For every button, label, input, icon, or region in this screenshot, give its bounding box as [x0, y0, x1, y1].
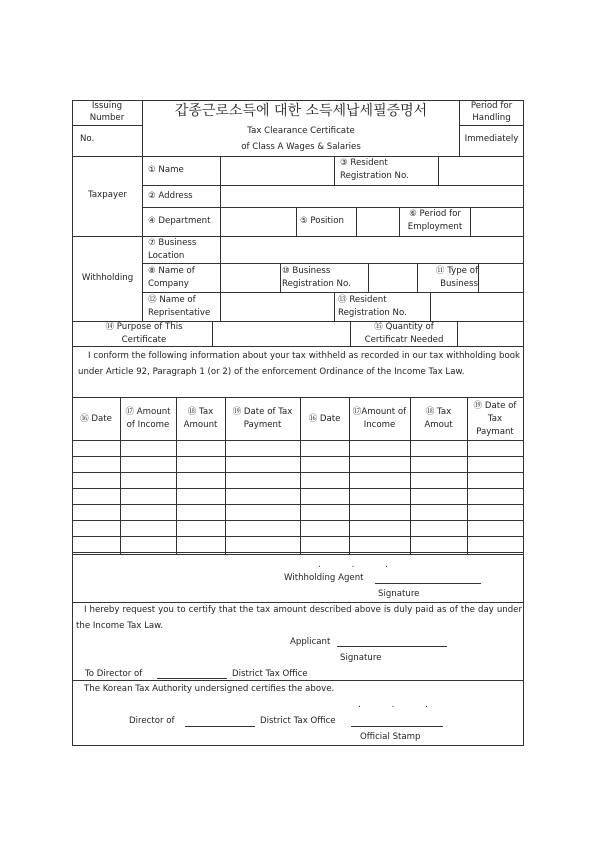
director-name-field[interactable] — [157, 678, 227, 679]
business-location-label: ⑦ Business Location — [148, 238, 197, 261]
table-header-cell: ⑲ Date of Tax Payment — [232, 407, 293, 430]
table-row — [72, 520, 524, 536]
line — [72, 125, 142, 126]
table-header-cell: ⑲ Date of Tax Paymant — [473, 400, 517, 437]
line — [457, 321, 458, 346]
table-row — [72, 472, 524, 488]
period-employment-label: ⑥ Period for Employment — [407, 209, 463, 232]
page-title: 갑종근로소득에 대한 소득세납세필증명서 — [174, 103, 428, 119]
table-row — [72, 504, 524, 520]
period-for-handling-label: Period for Handling — [470, 101, 513, 123]
position-label: ⑤ Position — [300, 216, 344, 226]
agent-date-dots: . . . — [318, 560, 402, 570]
line — [350, 321, 351, 346]
type-of-business-label: ⑪ Type of Business — [435, 266, 478, 289]
period-value: Immediately — [464, 134, 519, 144]
quantity-needed-label: ⑮ Quantity of Certificatr Needed — [364, 322, 444, 345]
table-header-cell: ⑯ Date — [80, 413, 112, 424]
official-stamp-label: Official Stamp — [360, 732, 421, 742]
line — [280, 263, 281, 292]
issuing-number-label: Issuing Number — [89, 101, 125, 123]
line — [334, 156, 335, 185]
table-header-cell: ⑯ Date — [308, 413, 341, 424]
table-header-cell: ⑱ Tax Amout — [424, 407, 453, 430]
district-tax-office-label: District Tax Office — [232, 669, 308, 679]
line — [417, 263, 418, 292]
title-english-line2: of Class A Wages & Salaries — [241, 142, 361, 152]
representative-name-label: ⑫ Name of Reprisentative — [148, 295, 211, 318]
line — [220, 156, 221, 236]
line — [212, 321, 213, 346]
agent-signature-label: Signature — [378, 589, 420, 599]
taxpayer-section-label: Taxpayer — [88, 190, 127, 200]
line — [142, 156, 143, 236]
table-line — [72, 554, 524, 555]
line — [72, 156, 524, 157]
withholding-resident-registration-label: ⑬ Resident Registration No. — [338, 295, 407, 318]
line — [459, 125, 524, 126]
line — [368, 263, 369, 292]
title-english-line1: Tax Clearance Certificate — [247, 126, 355, 136]
table-row — [72, 440, 524, 456]
authority-director-field[interactable] — [185, 726, 255, 727]
table-header-cell: ⑰ Amount of Income — [125, 407, 171, 430]
line — [142, 263, 524, 264]
line — [72, 680, 524, 681]
table-header-cell: ⑰Amount of Income — [352, 407, 407, 430]
resident-registration-label: ③ Resident Registration No. — [340, 158, 409, 181]
business-registration-label: ⑩ Business Registration No. — [282, 266, 351, 289]
line — [470, 207, 471, 236]
table-row — [72, 456, 524, 472]
request-statement: I hereby request you to certify that the tax amount described above is duly paid as of the day under the Income Tax Law. — [76, 605, 522, 631]
authority-statement: The Korean Tax Authority undersigned certifies the above. — [84, 684, 335, 694]
department-label: ④ Department — [148, 216, 211, 226]
applicant-signature-label: Signature — [340, 653, 382, 663]
line — [72, 236, 524, 237]
no-label: No. — [80, 134, 95, 144]
applicant-label: Applicant — [290, 637, 331, 647]
line — [478, 263, 479, 292]
frame-right — [523, 100, 524, 746]
line — [430, 292, 431, 321]
line — [356, 207, 357, 236]
line — [438, 156, 439, 185]
director-of-label: Director of — [129, 716, 175, 726]
line — [142, 292, 524, 293]
authority-office-field[interactable] — [351, 726, 443, 727]
withholding-agent-label: Withholding Agent — [284, 573, 364, 583]
frame-bottom — [72, 745, 524, 746]
line — [142, 236, 143, 321]
withholding-section-label: Withholding — [81, 273, 134, 283]
conform-statement: I conform the following information about your tax withheld as recorded in our tax withholding book under Article 92, Paragraph 1 (or 2) of the enforcement Ordinance of the Income Tax Law. — [78, 351, 520, 377]
purpose-of-certificate-label: ⑭ Purpose of This Certificate — [105, 322, 183, 345]
table-line — [72, 552, 524, 553]
to-director-label: To Director of — [85, 669, 143, 679]
table-row — [72, 536, 524, 552]
table-header-cell: ⑱ Tax Amount — [183, 407, 218, 430]
line — [220, 236, 221, 321]
line — [142, 185, 524, 186]
authority-district-office-label: District Tax Office — [260, 716, 336, 726]
withholding-agent-field[interactable] — [375, 583, 481, 584]
address-label: ② Address — [148, 191, 193, 201]
company-name-label: ⑧ Name of Company — [148, 266, 195, 289]
line — [334, 292, 335, 321]
line — [296, 207, 297, 236]
authority-date-dots: . . . — [358, 700, 442, 710]
applicant-field[interactable] — [337, 646, 447, 647]
table-row — [72, 488, 524, 504]
name-label: ① Name — [148, 165, 184, 175]
